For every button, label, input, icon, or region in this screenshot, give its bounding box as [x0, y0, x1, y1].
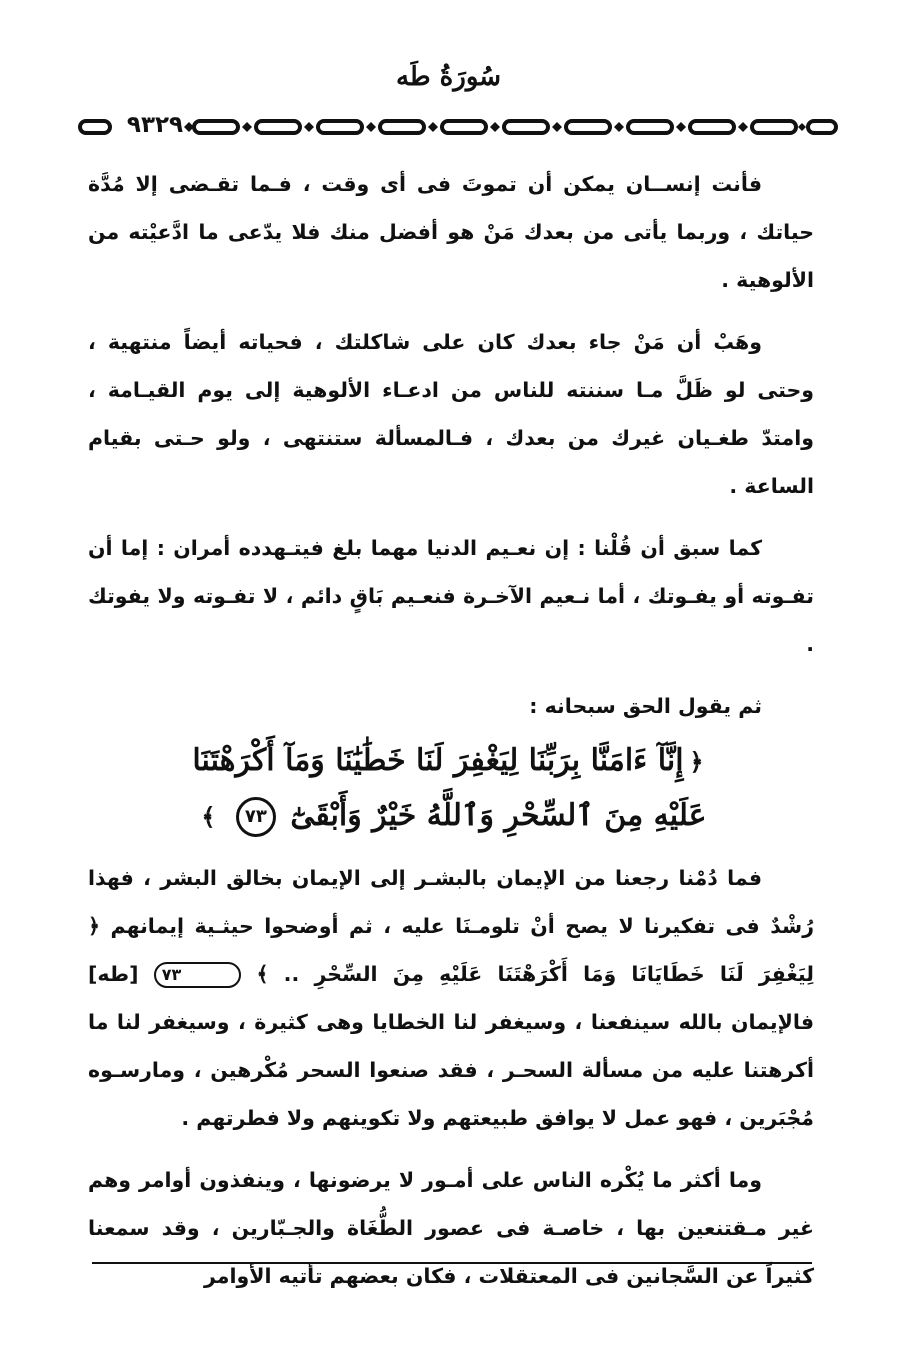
paragraph-3: كما سبق أن قُلْنا : إن نعـيم الدنيا مهما بلغ فيتـهدده أمران : إما أن تفـوته أو يفـوتك ، أما نـعيم الآخـرة فنعـيم بَاقٍ دائم ، لا تفـوته ولا يفوتك .	[88, 536, 814, 656]
border-capsule-icon	[504, 121, 548, 133]
surah-reference: [طه]	[88, 962, 139, 986]
paragraph-4-part-2: فالإيمان بالله سينفعنا ، وسيغفر لنا الخطايا وهى كثيرة ، وسيغفر لنا ما أكرهتنا عليه من مسألة السحـر ، فقد صنعوا السحر مُكْرهين ، ومارسـوه مُجْبَرين ، فهو عمل لا يوافق طبيعتهم ولا تكوينهم ولا فطرتهم .	[88, 1010, 814, 1130]
paragraph-1: فأنت إنســان يمكن أن تموتَ فى أى وقت ، فـما تقـضى إلا مُدَّة حياتك ، وربما يأتى من بعدك مَنْ هو أفضل منك فلا يدّعى ما ادَّعيْته من الألوهية .	[88, 172, 814, 292]
paragraph-5: وما أكثر ما يُكْره الناس على أمـور لا يرضونها ، وينفذون أوامر وهم غير مـقتنعين بها ، خاصـة فى عصور الطُّغَاة والجـبّارين ، وقد سمعنا كثيراً عن السَّجانين فى المعتقلات ، فكان بعضهم تأتيه الأوامر	[88, 1168, 814, 1288]
main-text	[88, 160, 814, 1314]
verse-open-ornament-icon: ﴿	[689, 747, 704, 776]
border-capsule-icon	[808, 121, 836, 133]
paragraph-2: وهَبْ أن مَنْ جاء بعدك كان على شاكلتك ، فحياته أيضاً منتهية ، وحتى لو ظَلَّ مـا سننته للناس من ادعـاء الألوهية إلى يوم القيـامة ، وامتدّ طغـيان غيرك من بعدك ، فـالمسألة ستنتهى ، ولو حـتى بقيام الساعة .	[88, 330, 814, 498]
border-capsule-icon	[380, 121, 424, 133]
border-capsule-icon	[318, 121, 362, 133]
verse-line-1-text: إِنَّآ ءَامَنَّا بِرَبِّنَا لِيَغْفِرَ لَنَا خَطَٰيَٰنَا وَمَآ أَكْرَهْتَنَا	[192, 743, 684, 778]
border-capsule-icon	[256, 121, 300, 133]
verse-line-2-text: عَلَيْهِ مِنَ ٱلسِّحْرِ وَٱللَّهُ خَيْرٌ وَأَبْقَىٰٓ	[290, 798, 707, 833]
verse-close-ornament-icon: ﴾	[201, 802, 216, 831]
border-capsule-icon	[80, 121, 110, 133]
border-capsule-icon	[690, 121, 734, 133]
page-number: ٩٣٢٩	[126, 112, 184, 138]
inline-ayah-number: ٧٣	[154, 962, 242, 988]
border-capsule-icon	[752, 121, 796, 133]
quran-verse	[88, 734, 814, 844]
border-capsule-icon	[194, 121, 238, 133]
verse-line-2	[88, 789, 814, 844]
border-capsule-icon	[628, 121, 672, 133]
paragraph-4-part-1: فما دُمْنا رجعنا من الإيمان بالبشـر إلى الإيمان بخالق البشر ، فهذا رُشْدٌ فى تفكيرنا لا يصح أنْ تلومـنَا عليه ، ثم أوضحوا حيثـية إيمانهم	[88, 866, 814, 938]
surah-title: سُورَةُ طَه	[395, 62, 502, 92]
border-capsule-icon	[566, 121, 610, 133]
paragraph-4	[88, 854, 814, 1142]
ayah-number-badge: ٧٣	[236, 797, 276, 837]
inline-quran-quote: ﴿ لِيَغْفِرَ لَنَا خَطَايَانَا وَمَا أَكْرَهْتَنَا عَلَيْهِ مِنَ السِّحْرِ .. ﴾	[88, 914, 814, 986]
footer-rule	[92, 1262, 812, 1264]
quote-intro: ثم يقول الحق سبحانه :	[529, 694, 762, 718]
verse-line-1	[88, 734, 814, 789]
border-capsule-icon	[442, 121, 486, 133]
